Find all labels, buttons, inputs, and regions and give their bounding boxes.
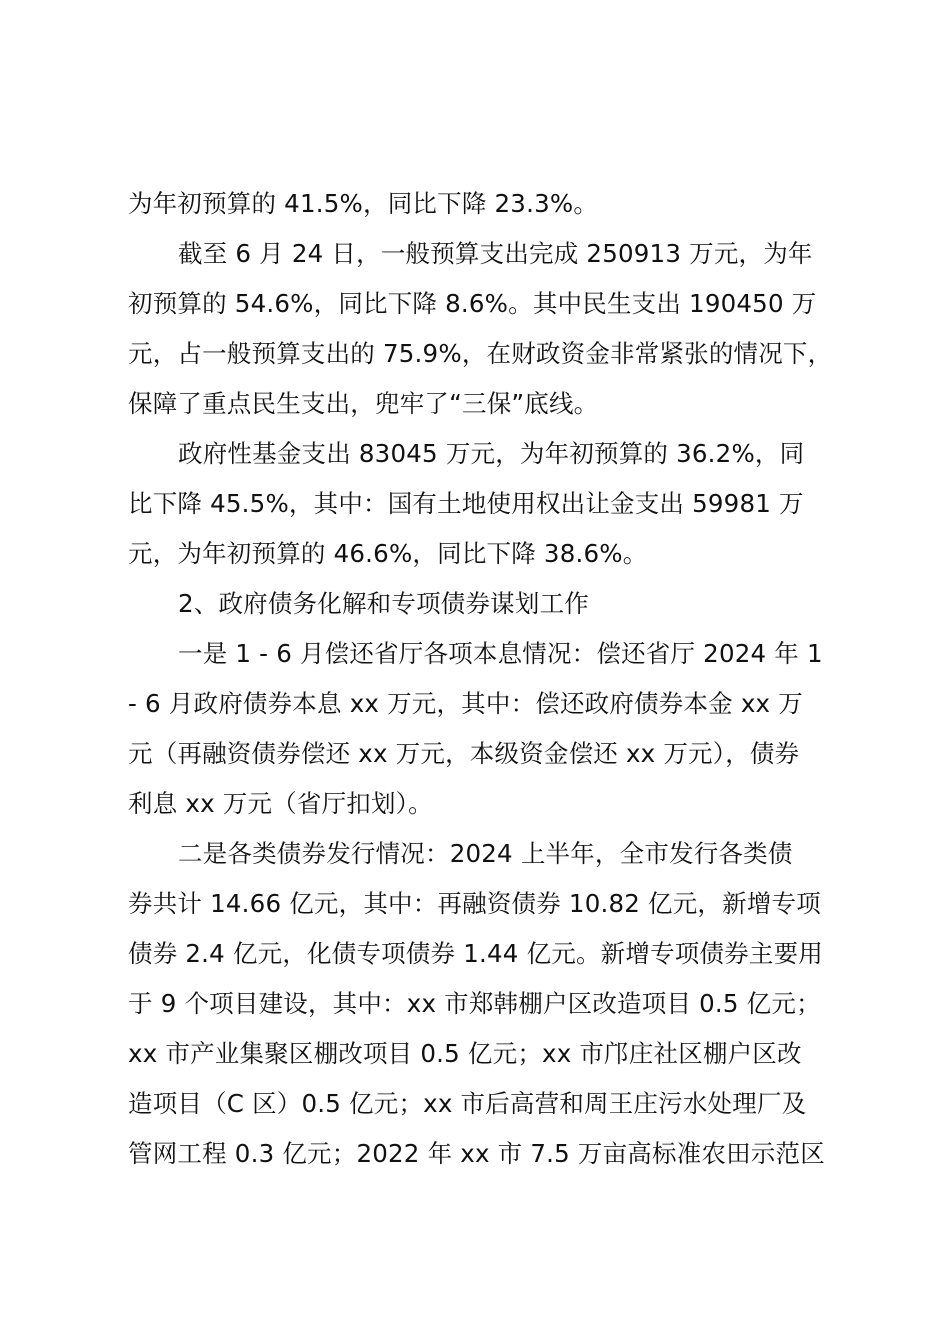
text-line: 政府性基金支出 83045 万元，为年初预算的 36.2%，同 <box>178 439 805 468</box>
text-line: 截至 6 月 24 日，一般预算支出完成 250913 万元，为年 <box>178 239 813 268</box>
text-line: 保障了重点民生支出，兜牢了“三保”底线。 <box>128 389 599 418</box>
text-line: 券共计 14.66 亿元，其中：再融资债券 10.82 亿元，新增专项 <box>128 889 821 918</box>
text-line: 为年初预算的 41.5%，同比下降 23.3%。 <box>128 189 599 218</box>
text-line: 二是各类债券发行情况：2024 上半年，全市发行各类债 <box>178 839 793 868</box>
text-line: 比下降 45.5%，其中：国有土地使用权出让金支出 59981 万 <box>128 489 804 518</box>
text-line: 管网工程 0.3 亿元；2022 年 xx 市 7.5 万亩高标准农田示范区 <box>128 1139 825 1168</box>
text-line: 元（再融资债券偿还 xx 万元，本级资金偿还 xx 万元），债券 <box>128 739 800 768</box>
text-line: 于 9 个项目建设，其中：xx 市郑韩棚户区改造项目 0.5 亿元； <box>128 989 821 1018</box>
text-line: 利息 xx 万元（省厅扣划）。 <box>128 789 433 818</box>
text-line: 一是 1 - 6 月偿还省厅各项本息情况：偿还省厅 2024 年 1 <box>178 639 823 668</box>
text-line: 债券 2.4 亿元，化债专项债券 1.44 亿元。新增专项债券主要用 <box>128 939 823 968</box>
text-line: - 6 月政府债券本息 xx 万元，其中：偿还政府债券本金 xx 万 <box>128 689 803 718</box>
text-line: 元，占一般预算支出的 75.9%，在财政资金非常紧张的情况下， <box>128 339 833 368</box>
text-line: 造项目（C 区）0.5 亿元；xx 市后高营和周王庄污水处理厂及 <box>128 1089 807 1118</box>
section-heading: 2、政府债务化解和专项债券谋划工作 <box>178 589 589 618</box>
text-line: 初预算的 54.6%，同比下降 8.6%。其中民生支出 190450 万 <box>128 289 817 318</box>
text-line: 元，为年初预算的 46.6%，同比下降 38.6%。 <box>128 539 648 568</box>
text-line: xx 市产业集聚区棚改项目 0.5 亿元；xx 市邝庄社区棚户区改 <box>128 1039 802 1068</box>
